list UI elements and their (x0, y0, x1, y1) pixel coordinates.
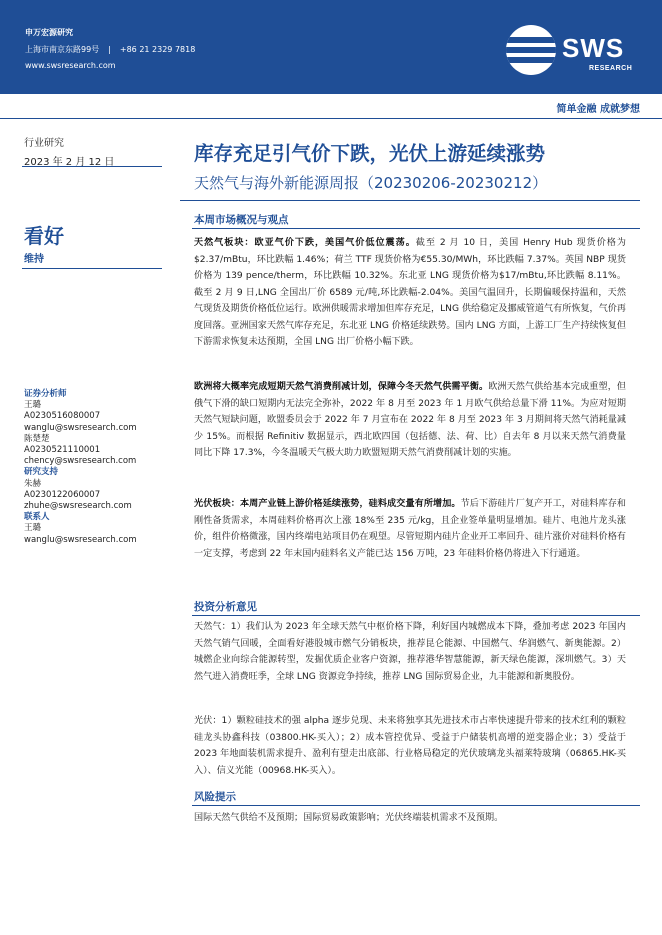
logo-text: SWS (562, 33, 625, 63)
para-body: 截至 2 月 10 日，美国 Henry Hub 现货价格为$2.37/mBtu，环比跌幅 1.46%；荷兰 TTF 现货价格为€55.30/MWh，环比跌幅 7.37%。英国 NBP 现货价格为 139 pence/therm，环比跌幅 10.32%。东北亚 LNG 现货价格为$17/mBtu,环比跌幅 8.11%。截至 2 月 9 日,LNG 全国出厂价 6589 元/吨,环比跌幅-2.04%。美国气温回升，长期偏暖保持温和，天然气现货及期货价格低位运行。欧洲供暖需求增加但库存充足，LNG 供给稳定及挪威管道气有所恢复，气价再度回落。亚洲国家天然气库存充足，东北亚 LNG 价格延续跌势。国内 LNG 方面，上游工厂生产持续恢复但下游需求恢复未达预期，全国 LNG 出厂价格小幅下跌。 (194, 238, 626, 347)
analyst-email[interactable]: chency@swsresearch.com (24, 456, 137, 467)
analyst-id: A0230521110001 (24, 445, 101, 456)
divider (22, 268, 162, 269)
company-name: 申万宏源研究 (25, 28, 73, 37)
analyst-id: A0230122060007 (24, 489, 101, 500)
para-body: 欧洲天然气供给基本完成重塑，但俄气下滑的缺口短期内无法完全弥补，2022 年 8 月至 2023 年 1 月欧气供给总量下滑 11%。为应对短期天然气短缺问题，欧盟委员会于 2022 年 7 月宣布在 2022 年 8 月至 2023 年 3 月期间将天然气消耗量减少 15%。而根据 Refinitiv 数据显示，西北欧四国（包括德、法、荷、比）自去年 8 月以来天然气消费量同比下降 17.3%，今冬温暖天气极大助力欧盟短期天然气消费削减计划的实施。 (194, 382, 626, 458)
logo-globe-icon (506, 25, 556, 75)
market-paragraph-gas (194, 235, 626, 351)
logo-subtext: RESEARCH (589, 65, 633, 72)
market-paragraph-europe (194, 379, 626, 462)
analyst-name: 朱赫 (24, 478, 42, 489)
report-subtitle: 天然气与海外新能源周报（20230206-20230212） (194, 174, 548, 192)
analyst-name: 王璐 (24, 523, 42, 534)
para-lead: 光伏板块：本周产业链上游价格延续涨势，硅料成交量有所增加。 (194, 499, 461, 509)
slogan: 简单金融 成就梦想 (556, 104, 640, 115)
analyst-name: 陈楚楚 (24, 433, 50, 444)
section-heading-market: 本周市场概况与观点 (194, 214, 289, 226)
analyst-email[interactable]: wanglu@swsresearch.com (24, 422, 137, 433)
rating: 看好 (24, 224, 64, 248)
invest-paragraph-gas: 天然气：1）我们认为 2023 年全球天然气中枢价格下降，利好国内城燃成本下降，叠加考虑 2023 年国内天然气销气回暖，全面看好港股城市燃气分销板块，推荐昆仑能源、中国燃气、华润燃气、新奥能源。2）城燃企业向综合能源转型，发掘优质企业客户资源，推荐港华智慧能源，新天绿色能源，深圳燃气。3）天然气进入消费旺季，全球 LNG 资源竞争持续，推荐 LNG 国际贸易企业，九丰能源和新奥股份。 (194, 622, 626, 682)
website-link[interactable]: www.swsresearch.com (25, 61, 116, 70)
para-body: 节后下游硅片厂复产开工，对硅料库存和刚性备货需求，本周硅料价格再次上涨 18%至 235 元/kg，且企业签单量明显增加。硅片、电池片龙头涨价，组件价格微涨，国内终端电站项目仍在观望。尽管短期内硅片企业开工率回升、硅片涨价对硅料价格有一定支撑，考虑到 22 年末国内硅料名义产能已达 156 万吨，23 年硅料价格仍将进入下行通道。 (194, 499, 626, 559)
para-lead: 欧洲将大概率完成短期天然气消费削减计划，保障今冬天然气供需平衡。 (194, 382, 489, 392)
analyst-id: A0230516080007 (24, 411, 101, 422)
analyst-role: 联系人 (24, 512, 50, 523)
header-band (0, 0, 662, 94)
analyst-role: 证券分析师 (24, 389, 67, 399)
section-heading-invest: 投资分析意见 (194, 601, 257, 613)
rating-change: 维持 (24, 254, 44, 265)
report-title: 库存充足引气价下跌，光伏上游延续涨势 (194, 142, 546, 165)
analyst-email[interactable]: zhuhe@swsresearch.com (24, 501, 132, 512)
phone: +86 21 2329 7818 (119, 45, 196, 54)
divider (192, 228, 640, 229)
report-date: 2023 年 2 月 12 日 (24, 157, 115, 168)
contact-line: 上海市南京东路99号 | +86 21 2329 7818 (25, 45, 196, 54)
analyst-name: 王璐 (24, 400, 42, 411)
address: 上海市南京东路99号 (25, 45, 100, 54)
risk-paragraph: 国际天然气供给不及预期；国际贸易政策影响；光伏终端装机需求不及预期。 (194, 813, 504, 823)
divider (0, 118, 662, 119)
section-heading-risk: 风险提示 (194, 791, 236, 803)
invest-paragraph-pv: 光伏：1）颗粒硅技术的强 alpha 逐步兑现、未来将独享其先进技术市占率快速提升带来的技术红利的颗粒硅龙头协鑫科技（03800.HK-买入）；2）成本管控优异、受益于户储装机高增的逆变器企业；3）受益于 2023 年地面装机需求提升、盈利有望走出底部、行业格局稳定的光伏玻璃龙头福莱特玻璃（06865.HK-买入）、信义光能（00968.HK-买入）。 (194, 716, 626, 776)
market-paragraph-pv (194, 496, 626, 562)
divider (22, 166, 162, 167)
analyst-role: 研究支持 (24, 467, 59, 478)
report-type: 行业研究 (24, 138, 64, 149)
divider (180, 200, 640, 201)
sws-logo (506, 25, 636, 79)
analyst-email[interactable]: wanglu@swsresearch.com (24, 534, 137, 545)
divider (192, 615, 640, 616)
analyst-list (24, 389, 174, 546)
divider (192, 805, 640, 806)
para-lead: 天然气板块：欧亚气价下跌，美国气价低位震荡。 (194, 238, 416, 248)
